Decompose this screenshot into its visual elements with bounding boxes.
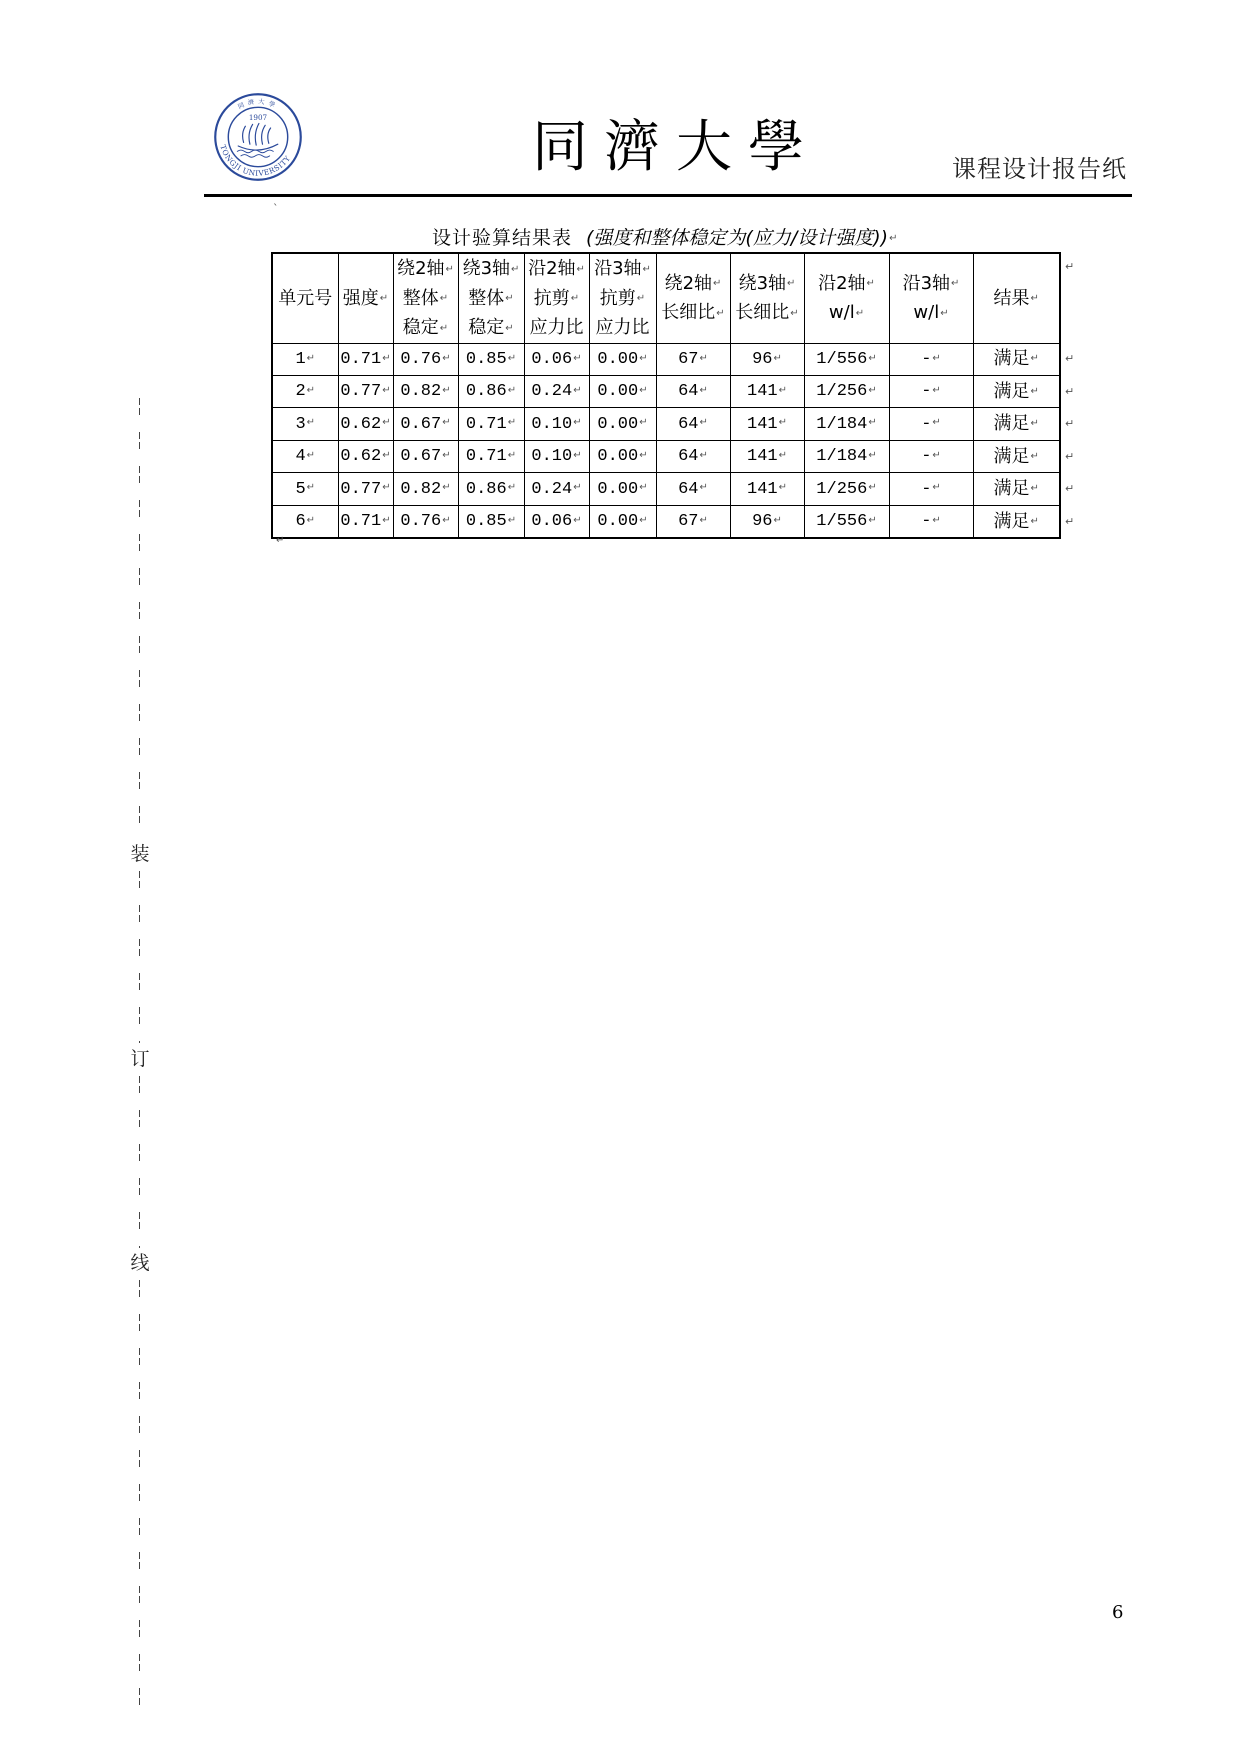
- column-header-line: 沿2轴 ↵: [526, 254, 588, 284]
- table-cell: [393, 375, 458, 407]
- cell-value: 0.71 ↵: [340, 512, 390, 531]
- cell-value: 5 ↵: [295, 480, 315, 499]
- cell-value: 0.76 ↵: [400, 350, 450, 369]
- cell-value: 0.06 ↵: [531, 350, 581, 369]
- table-cell: [458, 473, 524, 505]
- cell-value: - ↵: [921, 350, 941, 369]
- table-cell: [804, 505, 889, 538]
- cell-value: 0.00 ↵: [597, 382, 647, 401]
- column-header-line: 稳定 ↵: [395, 313, 457, 343]
- logo-top-text-path: 同濟大學: [236, 98, 280, 111]
- header-rule: [204, 194, 1132, 197]
- column-header-line: w/l ↵: [806, 298, 888, 328]
- column-header-line: 绕3轴 ↵: [460, 254, 523, 284]
- table-cell: [889, 473, 973, 505]
- cell-value: 1/184 ↵: [816, 447, 876, 466]
- table-cell: [393, 408, 458, 440]
- binding-line: [139, 398, 140, 838]
- cell-value: 满足 ↵: [994, 446, 1039, 467]
- column-header-line: 长细比 ↵: [732, 298, 803, 328]
- column-header-line: 强度 ↵: [340, 284, 392, 314]
- table-cell: [656, 505, 730, 538]
- binding-line: [139, 871, 140, 1043]
- cell-value: 1/556 ↵: [816, 350, 876, 369]
- table-cell: [272, 473, 338, 505]
- cell-value: 0.76 ↵: [400, 512, 450, 531]
- cell-value: 64 ↵: [678, 415, 708, 434]
- table-cell: [524, 440, 589, 472]
- cell-value: 满足 ↵: [994, 511, 1039, 532]
- university-name: 同濟大學: [532, 115, 820, 180]
- report-paper-label: 课程设计报告纸: [952, 155, 1127, 183]
- cell-value: 0.00 ↵: [597, 512, 647, 531]
- cell-value: 0.10 ↵: [531, 415, 581, 434]
- cell-value: 0.10 ↵: [531, 447, 581, 466]
- cell-value: 2 ↵: [295, 382, 315, 401]
- cell-value: 满足 ↵: [994, 348, 1039, 369]
- table-cell: [730, 505, 804, 538]
- table-cell: [458, 440, 524, 472]
- table-cell: [524, 473, 589, 505]
- cell-value: 满足 ↵: [994, 478, 1039, 499]
- column-header-line: 应力比: [595, 317, 650, 339]
- cell-value: 6 ↵: [295, 512, 315, 531]
- column-header-line: 整体 ↵: [460, 284, 523, 314]
- table-cell: [973, 408, 1060, 440]
- table-cell: [730, 408, 804, 440]
- column-header: [973, 253, 1060, 343]
- paragraph-mark: [276, 535, 284, 547]
- table-caption: [432, 226, 898, 251]
- table-cell: [589, 343, 656, 375]
- cell-value: 0.71 ↵: [466, 415, 516, 434]
- column-header: [804, 253, 889, 343]
- table-cell: [338, 343, 393, 375]
- cell-value: 1 ↵: [295, 350, 315, 369]
- table-cell: [338, 473, 393, 505]
- table-head: [272, 253, 1060, 343]
- cell-value: 3 ↵: [295, 415, 315, 434]
- table-cell: [393, 505, 458, 538]
- table-cell: [804, 375, 889, 407]
- table-cell: [656, 473, 730, 505]
- table-cell: [524, 375, 589, 407]
- cell-value: 0.67 ↵: [400, 447, 450, 466]
- column-header-line: 稳定 ↵: [460, 313, 523, 343]
- table-row: [272, 505, 1060, 538]
- cell-value: 0.82 ↵: [400, 480, 450, 499]
- cell-value: 0.82 ↵: [400, 382, 450, 401]
- cell-value: 96 ↵: [752, 350, 782, 369]
- cell-value: - ↵: [921, 382, 941, 401]
- table-cell: [889, 440, 973, 472]
- table-cell: [656, 408, 730, 440]
- cell-value: - ↵: [921, 480, 941, 499]
- table-cell: [393, 440, 458, 472]
- table-cell: [338, 375, 393, 407]
- binding-char: 线: [130, 1252, 150, 1274]
- column-header: [730, 253, 804, 343]
- table-cell: [272, 408, 338, 440]
- binding-char: 装: [130, 843, 150, 865]
- column-header: [589, 253, 656, 343]
- table-cell: [338, 505, 393, 538]
- table-cell: [524, 505, 589, 538]
- table-cell: [272, 375, 338, 407]
- column-header: [656, 253, 730, 343]
- column-header: [889, 253, 973, 343]
- results-table: [271, 252, 1061, 539]
- cell-value: 0.77 ↵: [340, 480, 390, 499]
- cell-value: 96 ↵: [752, 512, 782, 531]
- table-cell: [589, 473, 656, 505]
- binding-line: [139, 1076, 140, 1248]
- table-header-row: [272, 253, 1060, 343]
- cell-value: 67 ↵: [678, 350, 708, 369]
- logo-ring-text-path: TONGJI UNIVERSITY: [218, 143, 293, 178]
- column-header-line: 沿2轴 ↵: [806, 269, 888, 299]
- column-header-line: 整体 ↵: [395, 284, 457, 314]
- table-cell: [889, 505, 973, 538]
- paragraph-mark: [888, 227, 898, 249]
- cell-value: 1/256 ↵: [816, 480, 876, 499]
- binding-char: 订: [130, 1048, 150, 1070]
- column-header-line: 绕2轴 ↵: [658, 269, 729, 299]
- table-cell: [889, 375, 973, 407]
- cell-value: 0.24 ↵: [531, 480, 581, 499]
- table-cell: [524, 408, 589, 440]
- cell-value: 0.71 ↵: [466, 447, 516, 466]
- cell-value: 0.00 ↵: [597, 350, 647, 369]
- cell-value: - ↵: [921, 415, 941, 434]
- table-cell: [458, 375, 524, 407]
- column-header-line: 沿3轴 ↵: [591, 254, 655, 284]
- cell-value: 0.00 ↵: [597, 480, 647, 499]
- university-logo: [213, 92, 303, 182]
- cell-value: 0.86 ↵: [466, 382, 516, 401]
- column-header-line: 应力比: [529, 317, 584, 339]
- column-header-line: 绕2轴 ↵: [395, 254, 457, 284]
- cell-value: 64 ↵: [678, 382, 708, 401]
- binding-line: [139, 1280, 140, 1716]
- table-body: [272, 343, 1060, 538]
- caption-note: (强度和整体稳定为(应力/设计强度)): [586, 227, 889, 249]
- cell-value: 满足 ↵: [994, 381, 1039, 402]
- cell-value: 64 ↵: [678, 447, 708, 466]
- cell-value: - ↵: [921, 512, 941, 531]
- cell-value: 0.71 ↵: [340, 350, 390, 369]
- table-cell: [272, 343, 338, 375]
- table-cell: [656, 343, 730, 375]
- cell-value: 0.00 ↵: [597, 415, 647, 434]
- cell-value: 0.00 ↵: [597, 447, 647, 466]
- table-cell: [804, 473, 889, 505]
- column-header-line: 绕3轴 ↵: [732, 269, 803, 299]
- table-cell: [730, 343, 804, 375]
- column-header-line: 抗剪 ↵: [591, 284, 655, 314]
- cell-value: 4 ↵: [295, 447, 315, 466]
- table-row: [272, 408, 1060, 440]
- table-row: [272, 473, 1060, 505]
- table-cell: [589, 440, 656, 472]
- table-cell: [730, 440, 804, 472]
- table-cell: [804, 408, 889, 440]
- cell-value: 141 ↵: [747, 382, 787, 401]
- table-cell: [656, 375, 730, 407]
- table-cell: [804, 440, 889, 472]
- cell-value: 0.67 ↵: [400, 415, 450, 434]
- table-cell: [524, 343, 589, 375]
- table-cell: [589, 408, 656, 440]
- table-cell: [973, 440, 1060, 472]
- cell-value: 141 ↵: [747, 480, 787, 499]
- table-cell: [973, 473, 1060, 505]
- cell-value: 0.62 ↵: [340, 415, 390, 434]
- table-cell: [889, 343, 973, 375]
- table-cell: [393, 473, 458, 505]
- table-cell: [338, 408, 393, 440]
- column-header-line: 单元号: [278, 287, 333, 309]
- table-row: [272, 375, 1060, 407]
- caption-title: 设计验算结果表: [432, 227, 573, 249]
- column-header: [458, 253, 524, 343]
- cell-value: 1/556 ↵: [816, 512, 876, 531]
- table-cell: [973, 375, 1060, 407]
- page-number: 6: [1112, 1602, 1124, 1623]
- table-cell: [393, 343, 458, 375]
- cell-value: 67 ↵: [678, 512, 708, 531]
- cell-value: 0.85 ↵: [466, 350, 516, 369]
- column-header-line: w/l ↵: [891, 298, 972, 328]
- table-cell: [272, 440, 338, 472]
- column-header-line: 沿3轴 ↵: [891, 269, 972, 299]
- table-row: [272, 343, 1060, 375]
- table-cell: [656, 440, 730, 472]
- table-cell: [804, 343, 889, 375]
- table-cell: [458, 343, 524, 375]
- table-cell: [458, 408, 524, 440]
- logo-ship-icon: [237, 124, 277, 158]
- cell-value: - ↵: [921, 447, 941, 466]
- column-header: [272, 253, 338, 343]
- cell-value: 0.24 ↵: [531, 382, 581, 401]
- column-header-line: 长细比 ↵: [658, 298, 729, 328]
- column-header-line: 抗剪 ↵: [526, 284, 588, 314]
- cell-value: 1/256 ↵: [816, 382, 876, 401]
- cell-value: 141 ↵: [747, 447, 787, 466]
- cell-value: 0.77 ↵: [340, 382, 390, 401]
- table-cell: [589, 505, 656, 538]
- cell-value: 0.86 ↵: [466, 480, 516, 499]
- cell-value: 满足 ↵: [994, 413, 1039, 434]
- paragraph-mark: [273, 203, 279, 215]
- table-cell: [973, 505, 1060, 538]
- column-header-line: 结果 ↵: [975, 284, 1059, 314]
- table-row: [272, 440, 1060, 472]
- cell-value: 0.62 ↵: [340, 447, 390, 466]
- table-cell: [458, 505, 524, 538]
- logo-year: 1907: [248, 112, 268, 122]
- table-cell: [730, 375, 804, 407]
- table-cell: [272, 505, 338, 538]
- table-cell: [730, 473, 804, 505]
- table-cell: [973, 343, 1060, 375]
- column-header: [524, 253, 589, 343]
- cell-value: 0.06 ↵: [531, 512, 581, 531]
- cell-value: 1/184 ↵: [816, 415, 876, 434]
- column-header: [338, 253, 393, 343]
- cell-value: 0.85 ↵: [466, 512, 516, 531]
- logo-top-text: [237, 96, 280, 111]
- table-cell: [889, 408, 973, 440]
- cell-value: 141 ↵: [747, 415, 787, 434]
- table-cell: [338, 440, 393, 472]
- cell-value: 64 ↵: [678, 480, 708, 499]
- column-header: [393, 253, 458, 343]
- table-cell: [589, 375, 656, 407]
